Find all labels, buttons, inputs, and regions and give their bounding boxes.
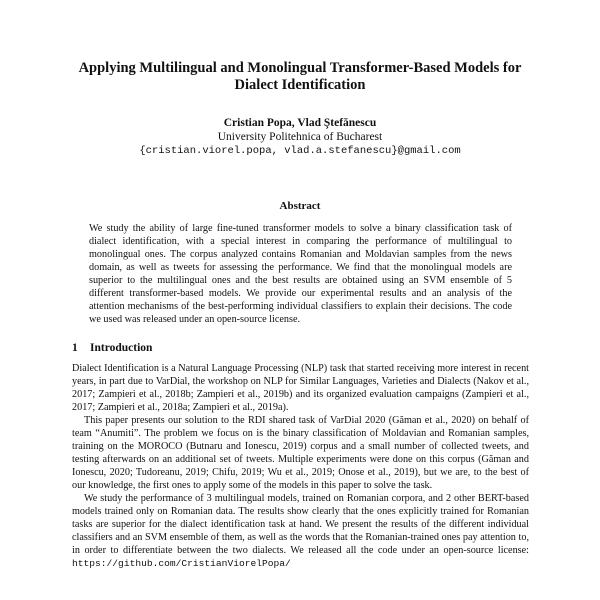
paragraph-1: Dialect Identification is a Natural Language Processing (NLP) task that started receiving more interest in recent years, in part due to VarDial, the workshop on NLP for Similar Languages, Varieties and Dialects (Nakov et al., 2017; Zampieri et al., 2018b; Zampieri et al., 2019b) and its organized evaluation campaigns (Zampieri et al., 2017; Zampieri et al., 2018a; Zampieri et al., 2019a). [72, 363, 529, 413]
paragraph-3 [72, 492, 529, 570]
paragraph-2: This paper presents our solution to the RDI shared task of VarDial 2020 (Găman et al., 2020) on behalf of team “Anumiti”. The problem we focus on is the binary classification of Moldavian and Romanian samples, training on the MOROCO (Butnaru and Ionescu, 2019) corpus and a small number of collected tweets, and testing afterwards on an additional set of tweets. Multiple experiments were done on this corpus (Găman and Ionescu, 2020; Tudoreanu, 2019; Chifu, 2019; Wu et al., 2019; Onose et al., 2019), but we are, to the best of our knowledge, the first ones to apply some of the models in this paper to solve the task. [72, 415, 529, 491]
author-names: Cristian Popa, Vlad Ştefănescu [223, 117, 377, 129]
code-url-link[interactable]: https://github.com/CristianViorelPopa/ [72, 558, 291, 569]
paragraph-3-text: We study the performance of 3 multilingual models, trained on Romanian corpora, and 2 other BERT-based models trained only on Romanian data. The results show clearly that the ones explicitly trained for Romanian tasks are superior for the dialect identification task at hand. We present the results of the different individual classifiers and an SVM ensemble of them, as well as the words that the Romanian-trained ones pay attention to, in order to differentiate between the two dialects. We released all the code under an open-source license: [72, 493, 529, 556]
author-email: {cristian.viorel.popa, vlad.a.stefanescu}@gmail.com [139, 145, 461, 157]
section-heading [72, 342, 532, 354]
affiliation: University Politehnica of Bucharest [217, 131, 383, 143]
introduction-body [72, 362, 529, 570]
paper-title: Applying Multilingual and Monolingual Transformer-Based Models for Dialect Identification [78, 60, 522, 93]
author-block [60, 116, 540, 158]
abstract-heading: Abstract [279, 200, 321, 212]
section-title: Introduction [90, 342, 153, 354]
section-number: 1 [72, 342, 78, 354]
abstract-text: We study the ability of large fine-tuned transformer models to solve a binary classification task of dialect identification, with a special interest in comparing the performance of multilingual to monolingual ones. The corpus analyzed contains Romanian and Moldavian samples from the news domain, as well as tweets for assessing the performance. We find that the monolingual models are superior to the multilingual ones and the best results are obtained using an SVM ensemble of 5 different transformer-based models. We provide our experimental results and an analysis of the attention mechanisms of the best-performing individual classifiers to explain their decisions. The code we used was released under an open-source license. [89, 223, 512, 325]
